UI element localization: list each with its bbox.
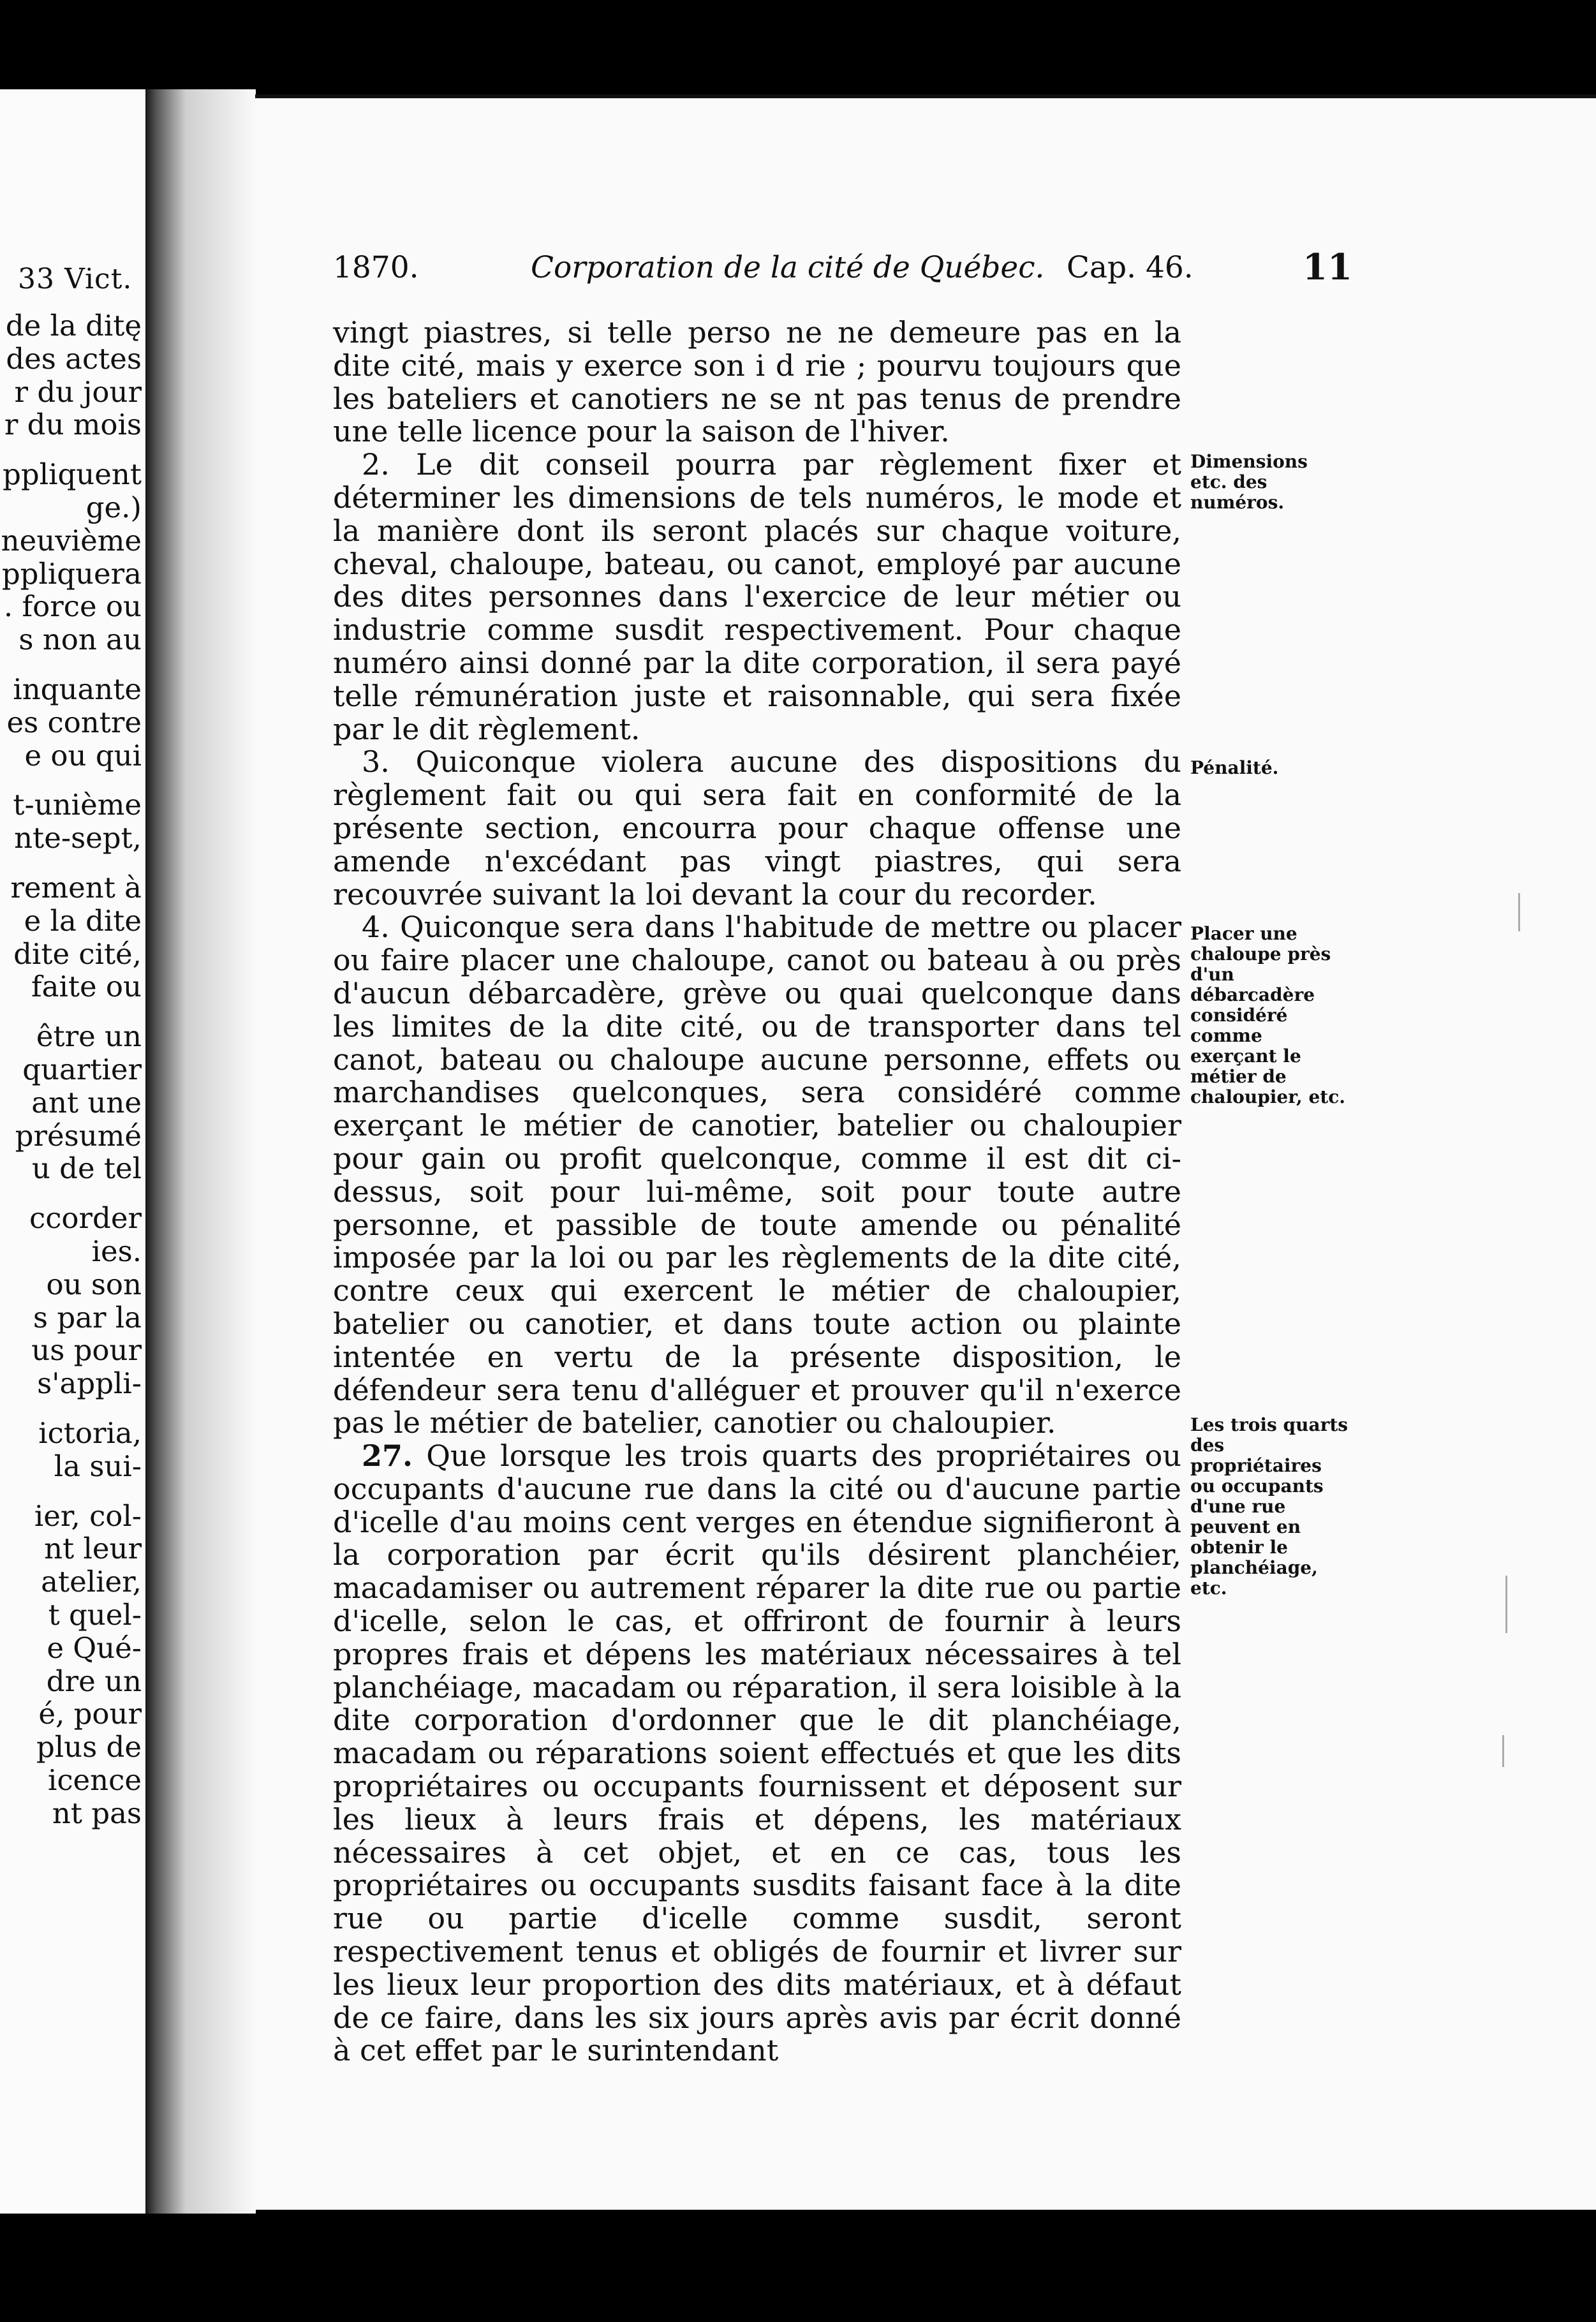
- left-page-line: ies.: [91, 1234, 142, 1268]
- left-page-line: icence: [47, 1763, 142, 1797]
- left-page-line: rement à: [10, 871, 142, 905]
- left-page-line: r du mois: [4, 408, 142, 442]
- left-page-line: de la ditę: [5, 309, 142, 343]
- left-facing-page: [0, 89, 147, 2214]
- header-chapter: Cap. 46.: [1067, 250, 1193, 285]
- left-page-line: ier, col-: [34, 1498, 142, 1533]
- left-page-line: des actes: [6, 341, 142, 376]
- left-page-line: . force ou: [3, 589, 142, 624]
- margin-note-penalite: Pénalité.: [1190, 757, 1279, 778]
- left-page-line: us pour: [31, 1333, 142, 1368]
- left-page-line: quartier: [22, 1053, 142, 1086]
- left-page-line: es contre: [6, 705, 142, 739]
- left-page-line: t quel-: [48, 1598, 142, 1632]
- left-page-line: r du jour: [14, 374, 142, 409]
- left-page-line: la sui-: [54, 1449, 142, 1483]
- page-number: 11: [1303, 246, 1352, 288]
- left-page-line: t-unième: [13, 788, 142, 822]
- left-page-line: faite ou: [31, 970, 142, 1004]
- section-27-text: Que lorsque les trois quarts des propriétaires ou occupants d'aucune rue dans la cité ou d'aucune partie d'icelle d'au moins cent verges en étendue signifieront à la corporation par écrit qu'ils désirent planchéier, macadamiser ou autrement réparer la dite rue ou partie d'icelle, selon le cas, et offriront de fournir à leurs propres frais et dépens les matériaux nécessaires à tel planchéiage, macadam ou réparation, il sera loisible à la dite corporation d'ordonner que le dit planchéiage, macadam ou réparations soient effectués et que les dits propriétaires ou occupants fournissent et déposent sur les lieux à leurs frais et dépens, les matériaux nécessaires à cet objet, et en ce cas, tous les propriétaires ou occupants susdits faisant face à la dite rue ou partie d'icelle comme susdit, seront respectivement tenus et obligés de fournir et livrer sur les lieux leur proportion des dits matériaux, et à défaut de ce faire, dans les six jours après avis par écrit donné à cet effet par le surintendant: [333, 1438, 1181, 2068]
- left-page-line: e la dite: [24, 903, 142, 938]
- scan-artifact: [1518, 893, 1520, 931]
- left-page-line: inquante: [13, 672, 142, 706]
- left-page-line: é, pour: [38, 1697, 142, 1731]
- left-page-line: ppliquera: [1, 556, 142, 591]
- left-page-line: ppliquent: [3, 457, 142, 492]
- left-page-line: nt pas: [52, 1796, 142, 1830]
- margin-note-trois-quarts: Les trois quarts des propriétaires ou occupants d'une rue peuvent en obtenir le planchéiage, etc.: [1190, 1414, 1348, 1599]
- paragraph-continued: vingt piastres, si telle perso ne ne demeure pas en la dite cité, mais y exerce son i d rie ; pourvu toujours que les bateliers et canotiers ne se nt pas tenus de prendre une telle licence pour la saison de l'hiver.: [333, 315, 1181, 449]
- body-text: [333, 316, 1181, 2067]
- scan-artifact: [1502, 1735, 1504, 1767]
- paragraph-3: 3. Quiconque violera aucune des dispositions du règlement fait ou qui sera fait en conformité de la présente section, encourra pour chaque offense une amende n'excédant pas vingt piastres, qui sera recouvrée suivant la loi devant la cour du recorder.: [333, 744, 1181, 912]
- paragraph-4: 4. Quiconque sera dans l'habitude de mettre ou placer ou faire placer une chaloupe, canot ou bateau à ou près d'aucun débarcadère, grève ou quai quelconque dans les limites de la dite cité, ou de transporter dans tel canot, bateau ou chaloupe aucune personne, effets ou marchandises quelconques, sera considéré comme exerçant le métier de canotier, batelier ou chaloupier pour gain ou profit quelconque, comme il est dit ci-dessus, soit pour lui-même, soit pour toute autre personne, et passible de toute amende ou pénalité imposée par la loi ou par les règlements de la dite cité, contre ceux qui exercent le métier de chaloupier, batelier ou canotier, et dans toute action ou plainte intentée en vertu de la présente disposition, le défendeur sera tenu d'alléguer et prouver qu'il n'exerce pas le métier de batelier, canotier ou chaloupier.: [333, 910, 1181, 1440]
- left-page-line: atelier,: [41, 1565, 142, 1599]
- section-number: 27.: [362, 1438, 413, 1474]
- header-title: Corporation de la cité de Québec.: [531, 250, 1045, 285]
- left-page-line: ge.): [85, 491, 142, 524]
- left-page-line: plus de: [36, 1730, 142, 1764]
- margin-note-dimensions: Dimensions etc. des numéros.: [1190, 451, 1308, 513]
- left-page-line: neuvième: [1, 523, 142, 558]
- left-page-line: ictoria,: [38, 1416, 142, 1450]
- left-page-line: dre un: [46, 1664, 142, 1698]
- left-page-header: 33 Vict.: [18, 263, 133, 295]
- left-page-line: e ou qui: [24, 738, 142, 773]
- left-page-line: être un: [36, 1019, 142, 1054]
- header-year: 1870.: [333, 250, 419, 285]
- margin-note-placer: Placer une chaloupe près d'un débarcadère considéré comme exerçant le métier de chaloupier, etc.: [1190, 923, 1346, 1107]
- left-page-line: ou son: [46, 1267, 142, 1301]
- left-page-line: nte-sept,: [14, 821, 142, 855]
- section-27: [333, 1440, 1181, 2067]
- left-page-line: e Qué-: [47, 1631, 142, 1665]
- paragraph-2: 2. Le dit conseil pourra par règlement fixer et déterminer les dimensions de tels numéros, le mode et la manière dont ils seront placés sur chaque voiture, cheval, chaloupe, bateau, ou canot, employé par aucune des dites personnes dans l'exercice de leur métier ou industrie comme susdit respectivement. Pour chaque numéro ainsi donné par la dite corporation, il sera payé telle rémunération juste et raisonnable, qui sera fixée par le dit règlement.: [333, 447, 1181, 746]
- left-page-line: nt leur: [44, 1532, 142, 1566]
- left-page-line: dite cité,: [13, 936, 142, 971]
- left-page-line: u de tel: [31, 1151, 142, 1186]
- left-page-line: s'appli-: [37, 1366, 142, 1401]
- left-page-line: ant une: [31, 1085, 142, 1120]
- left-page-line: ccorder: [29, 1201, 142, 1236]
- left-page-line: s non au: [18, 623, 142, 657]
- left-page-line: s par la: [33, 1300, 142, 1335]
- scan-artifact: [1505, 1576, 1507, 1633]
- running-header: [333, 246, 1352, 288]
- book-gutter: [147, 89, 256, 2214]
- left-page-line: présumé: [15, 1118, 142, 1153]
